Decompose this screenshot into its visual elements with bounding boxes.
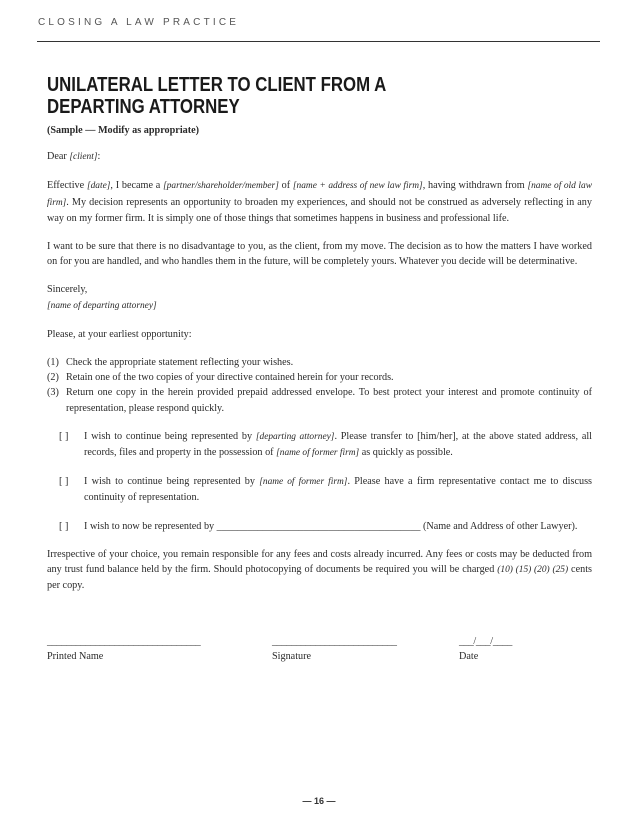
running-head: CLOSING A LAW PRACTICE — [38, 17, 240, 28]
p1-text-2: , I became a — [110, 180, 164, 192]
p1-text-4: , having withdrawn from — [422, 180, 528, 192]
date-label: Date — [459, 651, 479, 662]
closing: Sincerely, — [47, 284, 88, 296]
title-line-2: DEPARTING ATTORNEY — [47, 95, 240, 118]
option-continue-former-firm — [59, 474, 592, 505]
opt1-text-2: . Please transfer to [him/her], at the above stated address, all records, files and property in the possession of — [84, 430, 592, 459]
opt2-text-1: I wish to continue being represented by — [84, 476, 260, 488]
opt1-text-1: I wish to continue being represented by — [84, 430, 256, 442]
p1-field-date: [date] — [86, 181, 111, 192]
page-number: — 16 — — [302, 796, 336, 806]
title-line-1: UNILATERAL LETTER TO CLIENT FROM A — [47, 73, 387, 96]
date-line: ___/___/____ — [459, 636, 512, 647]
step-number: (2) — [47, 372, 59, 384]
step-text: Retain one of the two copies of your directive contained herein for your records. — [66, 372, 394, 384]
salutation — [47, 149, 592, 165]
p1-field-role: [partner/shareholder/member] — [163, 181, 279, 192]
option-3-text: I wish to now be represented by ________________________________________ (Name and Address of other Lawyer). — [84, 520, 578, 532]
closing-name — [47, 298, 592, 314]
p1-field-old-firm: [name of old law firm] — [47, 181, 592, 208]
p1-text-5: . My decision represents an opportunity to broaden my experiences, and should not be construed as adversely reflecting in any way on my former firm. It is simply one of those things that sometimes happens in business and professional life. — [47, 196, 592, 224]
paragraph-3 — [47, 547, 592, 594]
signature-block — [47, 636, 592, 666]
opt2-field-former-firm: [name of former firm] — [259, 477, 348, 488]
opt2-text-2: . Please have a firm representative contact me to discuss continuity of representation. — [84, 476, 592, 504]
option-continue-departing — [59, 429, 592, 461]
closing-name-field: [name of departing attorney] — [47, 300, 157, 311]
step-text: Check the appropriate statement reflecting your wishes. — [66, 357, 294, 369]
printed-name-field[interactable] — [47, 636, 200, 664]
signature-label: Signature — [272, 651, 312, 662]
p1-text-1: Effective — [47, 180, 87, 192]
step-number: (1) — [47, 357, 59, 369]
header-rule — [37, 41, 600, 42]
opt1-field-former-firm: [name of former firm] — [276, 448, 360, 459]
option-other-lawyer — [59, 519, 592, 534]
p1-text-3: of — [278, 180, 293, 192]
step-text: Return one copy in the herein provided prepaid addressed envelope. To best protect your interest and promote continuity of representation, please respond quickly. — [66, 387, 592, 414]
salutation-field: [client] — [69, 152, 98, 163]
list-item — [47, 385, 592, 415]
p3-text-2: cents per copy. — [47, 564, 592, 592]
signature-line: __________________________ — [272, 636, 397, 647]
date-field[interactable] — [459, 636, 512, 664]
list-item — [47, 355, 592, 370]
steps-list — [47, 355, 592, 416]
checkbox-other-lawyer[interactable]: [ ] — [59, 520, 69, 532]
list-item — [47, 370, 592, 385]
paragraph-2: I want to be sure that there is no disadvantage to you, as the client, from my move. The decision as to how the matters I have worked on for you are handled, and who handles them in the future, will be completely yours. Whatever you decide will be determinative. — [47, 241, 592, 268]
checkbox-former-firm[interactable]: [ ] — [59, 476, 69, 488]
p3-text-1: Irrespective of your choice, you remain responsible for any fees and costs already incurred. Any fees or costs may be deducted from any trust fund balance held by the firm. Should photocopying of documents be required you will be charged — [47, 548, 592, 576]
opt1-field-attorney: [departing attorney] — [255, 431, 335, 442]
letter-body — [47, 74, 592, 593]
p1-field-new-firm: [name + address of new law firm] — [292, 181, 423, 192]
p3-field-rates: (10) (15) (20) (25) — [497, 565, 569, 576]
checkbox-departing-attorney[interactable]: [ ] — [59, 430, 69, 442]
subtitle: (Sample — Modify as appropriate) — [47, 125, 200, 136]
signature-field[interactable] — [272, 636, 397, 664]
instruction: Please, at your earliest opportunity: — [47, 328, 192, 340]
printed-name-label: Printed Name — [47, 651, 104, 662]
salutation-suffix: : — [97, 151, 101, 163]
salutation-prefix: Dear — [47, 151, 70, 163]
paragraph-1 — [47, 178, 592, 226]
option-1-text — [84, 429, 592, 461]
printed-name-line: ________________________________ — [47, 636, 201, 647]
step-number: (3) — [47, 387, 59, 399]
document-title — [47, 74, 592, 118]
opt1-text-3: as quickly as possible. — [359, 447, 453, 459]
option-2-text — [84, 474, 592, 505]
